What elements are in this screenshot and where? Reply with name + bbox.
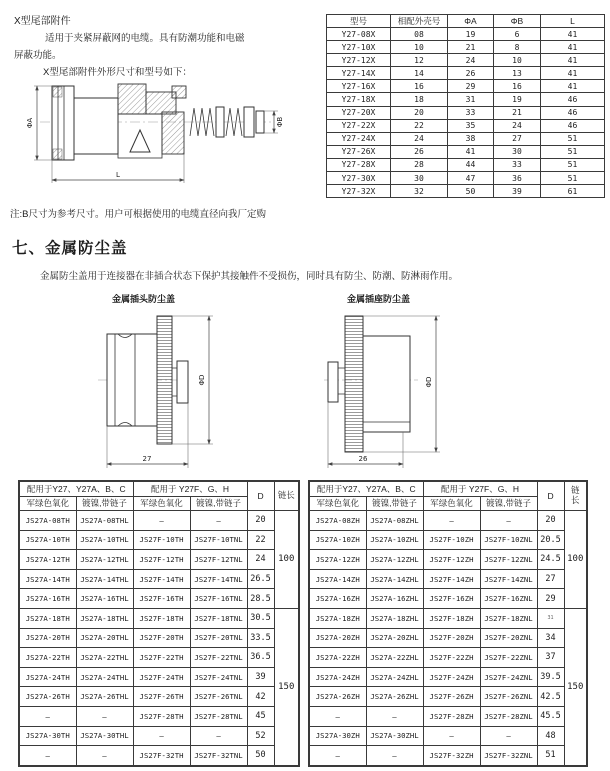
model-cell: Y27-22X [327,119,391,132]
dim-l-label: L [116,171,120,179]
body [74,98,118,154]
d-value-cell: 50 [247,746,274,766]
model-cell: JS27A-14ZHL [366,569,423,589]
chain-length-cell: 150 [564,608,587,765]
model-cell: Y27-30X [327,172,391,185]
model-cell: — [423,511,480,531]
model-cell: JS27A-30ZHL [366,726,423,746]
table-row [327,80,605,93]
value-cell: 24 [448,54,494,67]
model-cell: — [190,726,247,746]
value-cell: 51 [541,158,605,171]
value-cell: 19 [494,93,541,106]
column-header-chain: 链长 [274,481,299,511]
model-cell: JS27F-12TNL [190,550,247,570]
model-cell: JS27A-18ZHL [366,608,423,628]
value-cell: 41 [541,54,605,67]
model-cell: JS27F-10ZNL [480,530,537,550]
model-cell: Y27-16X [327,80,391,93]
d-value-cell: 51 [537,746,564,766]
table-row [309,746,587,766]
table-row [19,550,299,570]
d-value-cell: 30.5 [247,608,274,628]
table-row [19,569,299,589]
table-row [309,687,587,707]
model-cell: — [133,726,190,746]
model-cell: — [480,726,537,746]
value-cell: 20 [391,106,448,119]
model-cell: JS27A-16ZHL [366,589,423,609]
table-row [19,726,299,746]
d-value-cell: 39 [247,667,274,687]
value-cell: 6 [494,28,541,41]
value-cell: 28 [391,158,448,171]
model-cell: Y27-10X [327,41,391,54]
value-cell: 41 [541,41,605,54]
model-cell: JS27A-10ZHL [366,530,423,550]
shell-block [118,84,146,114]
model-cell: — [366,746,423,766]
figure-right-caption: 金属插座防尘盖 [347,294,411,304]
d-value-cell: 28.5 [247,589,274,609]
model-cell: — [133,511,190,531]
table-row [309,648,587,668]
d-value-cell: 42 [247,687,274,707]
model-cell: — [480,511,537,531]
value-cell: 14 [391,67,448,80]
model-cell: JS27A-24ZH [309,667,366,687]
model-cell: JS27A-12ZHL [366,550,423,570]
section-seven-heading: 七、金属防尘盖 [12,240,128,257]
column-header-phi-a: ΦA [448,15,494,28]
header-row [309,481,587,496]
table-row [19,706,299,726]
section-x-title: X型尾部附件 [14,16,71,27]
model-cell: JS27A-18ZH [309,608,366,628]
dim-socket-width-label: 26 [358,455,368,463]
model-cell: JS27F-12ZNL [480,550,537,570]
dim-phi-d-left-label: ΦD [198,374,206,386]
model-cell: JS27F-28ZNL [480,706,537,726]
model-cell: JS27A-20ZHL [366,628,423,648]
model-cell: JS27F-18TNL [190,608,247,628]
table-row [327,28,605,41]
model-cell: JS27A-20THL [76,628,133,648]
socket-dust-cap-drawing [300,300,520,475]
model-cell: JS27F-10TNL [190,530,247,550]
subheader-oxide: 军绿色氧化 [309,496,366,511]
value-cell: 8 [494,41,541,54]
d-value-cell: 24 [247,550,274,570]
model-cell: JS27A-18TH [19,608,76,628]
model-cell: JS27F-32ZH [423,746,480,766]
value-cell: 16 [391,80,448,93]
model-cell: JS27F-32TH [133,746,190,766]
y27x-dimension-table [326,14,605,198]
model-cell: JS27A-14TH [19,569,76,589]
model-cell: JS27A-30TH [19,726,76,746]
value-cell: 33 [448,106,494,119]
model-cell: JS27F-18ZNL [480,608,537,628]
model-cell: JS27F-22ZH [423,648,480,668]
d-value-cell: 20 [247,511,274,531]
column-header-l: L [541,15,605,28]
group-header-y27f: 配用于 Y27F、G、H [133,481,247,496]
value-cell: 24 [391,132,448,145]
column-header-d: D [247,481,274,511]
value-cell: 10 [391,41,448,54]
table-row [309,589,587,609]
header-row [19,481,299,496]
model-cell: JS27F-18ZH [423,608,480,628]
header-row [327,15,605,28]
table-row [309,726,587,746]
group-header-y27f: 配用于 Y27F、G、H [423,481,537,496]
value-cell: 26 [448,67,494,80]
value-cell: 18 [391,93,448,106]
d-value-cell: 20.5 [537,530,564,550]
model-cell: JS27A-24THL [76,667,133,687]
column-header-shell: 相配外壳号 [391,15,448,28]
subheader-oxide: 军绿色氧化 [19,496,76,511]
model-cell: JS27A-26THL [76,687,133,707]
section-x-line1: 适用于夹紧屏蔽网的电缆。具有防潮功能和电磁 [45,33,245,44]
value-cell: 32 [391,185,448,198]
model-cell: JS27F-20TNL [190,628,247,648]
model-cell: JS27A-30ZH [309,726,366,746]
table-row [19,687,299,707]
table-row [309,667,587,687]
model-cell: JS27F-24ZH [423,667,480,687]
dimension-table-body [327,28,605,198]
model-cell: JS27A-08ZH [309,511,366,531]
value-cell: 46 [541,119,605,132]
table-row [309,550,587,570]
d-value-cell: 39.5 [537,667,564,687]
model-cell: JS27F-14TH [133,569,190,589]
value-cell: 50 [448,185,494,198]
cap-body [107,334,157,426]
d-value-cell: 22 [247,530,274,550]
model-cell: JS27F-16TH [133,589,190,609]
table-row [327,145,605,158]
model-cell: JS27F-24TNL [190,667,247,687]
model-cell: JS27F-24TH [133,667,190,687]
model-cell: JS27F-18TH [133,608,190,628]
d-value-cell: 24.5 [537,550,564,570]
model-cell: Y27-14X [327,67,391,80]
value-cell: 41 [541,80,605,93]
table-row [327,67,605,80]
model-cell: — [309,706,366,726]
d-value-cell: 48 [537,726,564,746]
d-value-cell: 45.5 [537,706,564,726]
model-cell: JS27F-16ZH [423,589,480,609]
table-row [327,185,605,198]
cone [130,130,150,152]
model-cell: JS27A-24ZHL [366,667,423,687]
plug-dust-cap-drawing [85,300,305,475]
table-row [327,54,605,67]
table-row [309,569,587,589]
value-cell: 51 [541,132,605,145]
d-value-cell: 33.5 [247,628,274,648]
table-row [309,628,587,648]
model-cell: JS27A-22ZH [309,648,366,668]
model-cell: JS27F-32TNL [190,746,247,766]
value-cell: 29 [448,80,494,93]
dim-plug-width-label: 27 [142,455,152,463]
model-cell: JS27F-10ZH [423,530,480,550]
model-cell: JS27F-20TH [133,628,190,648]
group-header-y27: 配用于Y27、Y27A、B、C [19,481,133,496]
chain-lug [177,361,188,403]
model-cell: JS27A-26TH [19,687,76,707]
model-cell: Y27-28X [327,158,391,171]
value-cell: 22 [391,119,448,132]
d-value-cell: 29 [537,589,564,609]
table-row [309,706,587,726]
model-cell: JS27F-32ZNL [480,746,537,766]
model-cell: Y27-32X [327,185,391,198]
table-row [327,119,605,132]
value-cell: 33 [494,158,541,171]
cap-table-right-body [309,511,587,766]
figure-left-caption: 金属插头防尘盖 [112,294,176,304]
table-row [19,667,299,687]
note-text: 注:B尺寸为参考尺寸。用户可根据使用的电缆直径向我厂定购 [10,209,266,220]
d-value-cell: 37 [537,648,564,668]
value-cell: 27 [494,132,541,145]
value-cell: 41 [541,28,605,41]
table-row [327,106,605,119]
model-cell: JS27A-10THL [76,530,133,550]
model-cell: JS27A-10ZH [309,530,366,550]
model-cell: JS27A-30THL [76,726,133,746]
table-row [19,746,299,766]
column-header-phi-b: ΦB [494,15,541,28]
d-value-cell: 45 [247,706,274,726]
chain-lug [328,362,338,402]
table-row [19,530,299,550]
value-cell: 08 [391,28,448,41]
model-cell: JS27A-24TH [19,667,76,687]
dim-phi-b-label: ΦB [276,116,284,128]
dim-phi-a-label: ΦA [26,117,34,129]
dust-cap-table-th [18,480,300,767]
model-cell: JS27A-12THL [76,550,133,570]
value-cell: 47 [448,172,494,185]
model-cell: — [366,706,423,726]
table-row [309,530,587,550]
table-row [19,511,299,531]
model-cell: JS27A-16THL [76,589,133,609]
model-cell: Y27-26X [327,145,391,158]
d-value-cell: 36.5 [247,648,274,668]
table-row [327,158,605,171]
value-cell: 31 [448,93,494,106]
dim-phi-d-right-label: ΦD [425,376,433,388]
model-cell: Y27-12X [327,54,391,67]
model-cell: JS27F-28TH [133,706,190,726]
model-cell: Y27-24X [327,132,391,145]
model-cell: — [190,511,247,531]
coupling-nut [162,112,184,154]
value-cell: 51 [541,145,605,158]
d-value-cell: 26.5 [247,569,274,589]
model-cell: JS27F-26TNL [190,687,247,707]
value-cell: 41 [448,145,494,158]
model-cell: JS27F-12ZH [423,550,480,570]
table-row [19,589,299,609]
value-cell: 39 [494,185,541,198]
value-cell: 51 [541,172,605,185]
model-cell: Y27-18X [327,93,391,106]
model-cell: JS27F-28TNL [190,706,247,726]
model-cell: JS27F-16ZNL [480,589,537,609]
model-cell: JS27F-14ZH [423,569,480,589]
model-cell: — [76,706,133,726]
value-cell: 30 [494,145,541,158]
table-row [309,608,587,628]
model-cell: — [76,746,133,766]
model-cell: JS27A-12ZH [309,550,366,570]
model-cell: JS27F-26ZNL [480,687,537,707]
model-cell: JS27F-26ZH [423,687,480,707]
value-cell: 30 [391,172,448,185]
model-cell: JS27A-08TH [19,511,76,531]
model-cell: Y27-20X [327,106,391,119]
section-x-line3: X型尾部附件外形尺寸和型号如下： [43,67,192,78]
model-cell: JS27A-20ZH [309,628,366,648]
table-row [19,628,299,648]
d-value-cell: 27 [537,569,564,589]
dust-cap-table-zh [308,480,588,767]
model-cell: JS27A-12TH [19,550,76,570]
subheader-nickel: 镀镍,带链子 [480,496,537,511]
value-cell: 26 [391,145,448,158]
group-header-y27: 配用于Y27、Y27A、B、C [309,481,423,496]
subheader-nickel: 镀镍,带链子 [190,496,247,511]
value-cell: 38 [448,132,494,145]
model-cell: JS27A-20TH [19,628,76,648]
subheader-oxide: 军绿色氧化 [133,496,190,511]
model-cell: — [19,746,76,766]
model-cell: JS27A-16ZH [309,589,366,609]
model-cell: JS27A-26ZH [309,687,366,707]
value-cell: 24 [494,119,541,132]
model-cell: JS27A-08ZHL [366,511,423,531]
value-cell: 44 [448,158,494,171]
model-cell: JS27A-14THL [76,569,133,589]
model-cell: — [423,726,480,746]
model-cell: — [19,706,76,726]
chain-length-cell: 150 [274,608,299,765]
value-cell: 21 [494,106,541,119]
table-row [327,172,605,185]
d-value-cell: 20 [537,511,564,531]
value-cell: 12 [391,54,448,67]
value-cell: 10 [494,54,541,67]
model-cell: JS27F-14TNL [190,569,247,589]
model-cell: JS27A-26ZHL [366,687,423,707]
model-cell: JS27F-28ZH [423,706,480,726]
chain-length-cell: 100 [274,511,299,609]
d-value-cell: 31 [537,608,564,628]
model-cell: JS27A-18THL [76,608,133,628]
model-cell: JS27A-22ZHL [366,648,423,668]
model-cell: JS27F-10TH [133,530,190,550]
column-header-chain: 链长 [564,481,587,511]
subheader-nickel: 镀镍,带链子 [366,496,423,511]
value-cell: 41 [541,67,605,80]
model-cell: JS27A-10TH [19,530,76,550]
d-value-cell: 52 [247,726,274,746]
model-cell: JS27A-22TH [19,648,76,668]
column-header-model: 型号 [327,15,391,28]
model-cell: Y27-08X [327,28,391,41]
value-cell: 19 [448,28,494,41]
model-cell: JS27F-22ZNL [480,648,537,668]
tail-accessory-drawing [22,82,307,202]
model-cell: JS27F-22TNL [190,648,247,668]
table-row [19,648,299,668]
cap-table-left-body [19,511,299,766]
d-value-cell: 42.5 [537,687,564,707]
table-row [19,608,299,628]
value-cell: 61 [541,185,605,198]
value-cell: 16 [494,80,541,93]
value-cell: 36 [494,172,541,185]
model-cell: — [309,746,366,766]
value-cell: 46 [541,106,605,119]
column-header-d: D [537,481,564,511]
value-cell: 35 [448,119,494,132]
value-cell: 21 [448,41,494,54]
table-row [327,93,605,106]
table-row [327,41,605,54]
model-cell: JS27A-22THL [76,648,133,668]
table-row [309,511,587,531]
table-row [327,132,605,145]
chain-length-cell: 100 [564,511,587,609]
subheader-oxide: 军绿色氧化 [423,496,480,511]
section-seven-paragraph: 金属防尘盖用于连接器在非插合状态下保护其接触件不受损伤，同时具有防尘、防潮、防淋雨作用。 [40,271,459,282]
knurled-disc [157,316,172,444]
model-cell: JS27F-20ZNL [480,628,537,648]
model-cell: JS27F-12TH [133,550,190,570]
value-cell: 46 [541,93,605,106]
model-cell: JS27F-20ZH [423,628,480,648]
section-x-line2: 屏蔽功能。 [14,50,62,61]
model-cell: JS27F-14ZNL [480,569,537,589]
model-cell: JS27A-14ZH [309,569,366,589]
model-cell: JS27A-16TH [19,589,76,609]
model-cell: JS27A-08THL [76,511,133,531]
model-cell: JS27F-22TH [133,648,190,668]
model-cell: JS27F-16TNL [190,589,247,609]
d-value-cell: 34 [537,628,564,648]
model-cell: JS27F-24ZNL [480,667,537,687]
value-cell: 13 [494,67,541,80]
model-cell: JS27F-26TH [133,687,190,707]
knurled-disc [345,316,363,452]
subheader-nickel: 镀镍,带链子 [76,496,133,511]
cap-body [363,336,410,432]
